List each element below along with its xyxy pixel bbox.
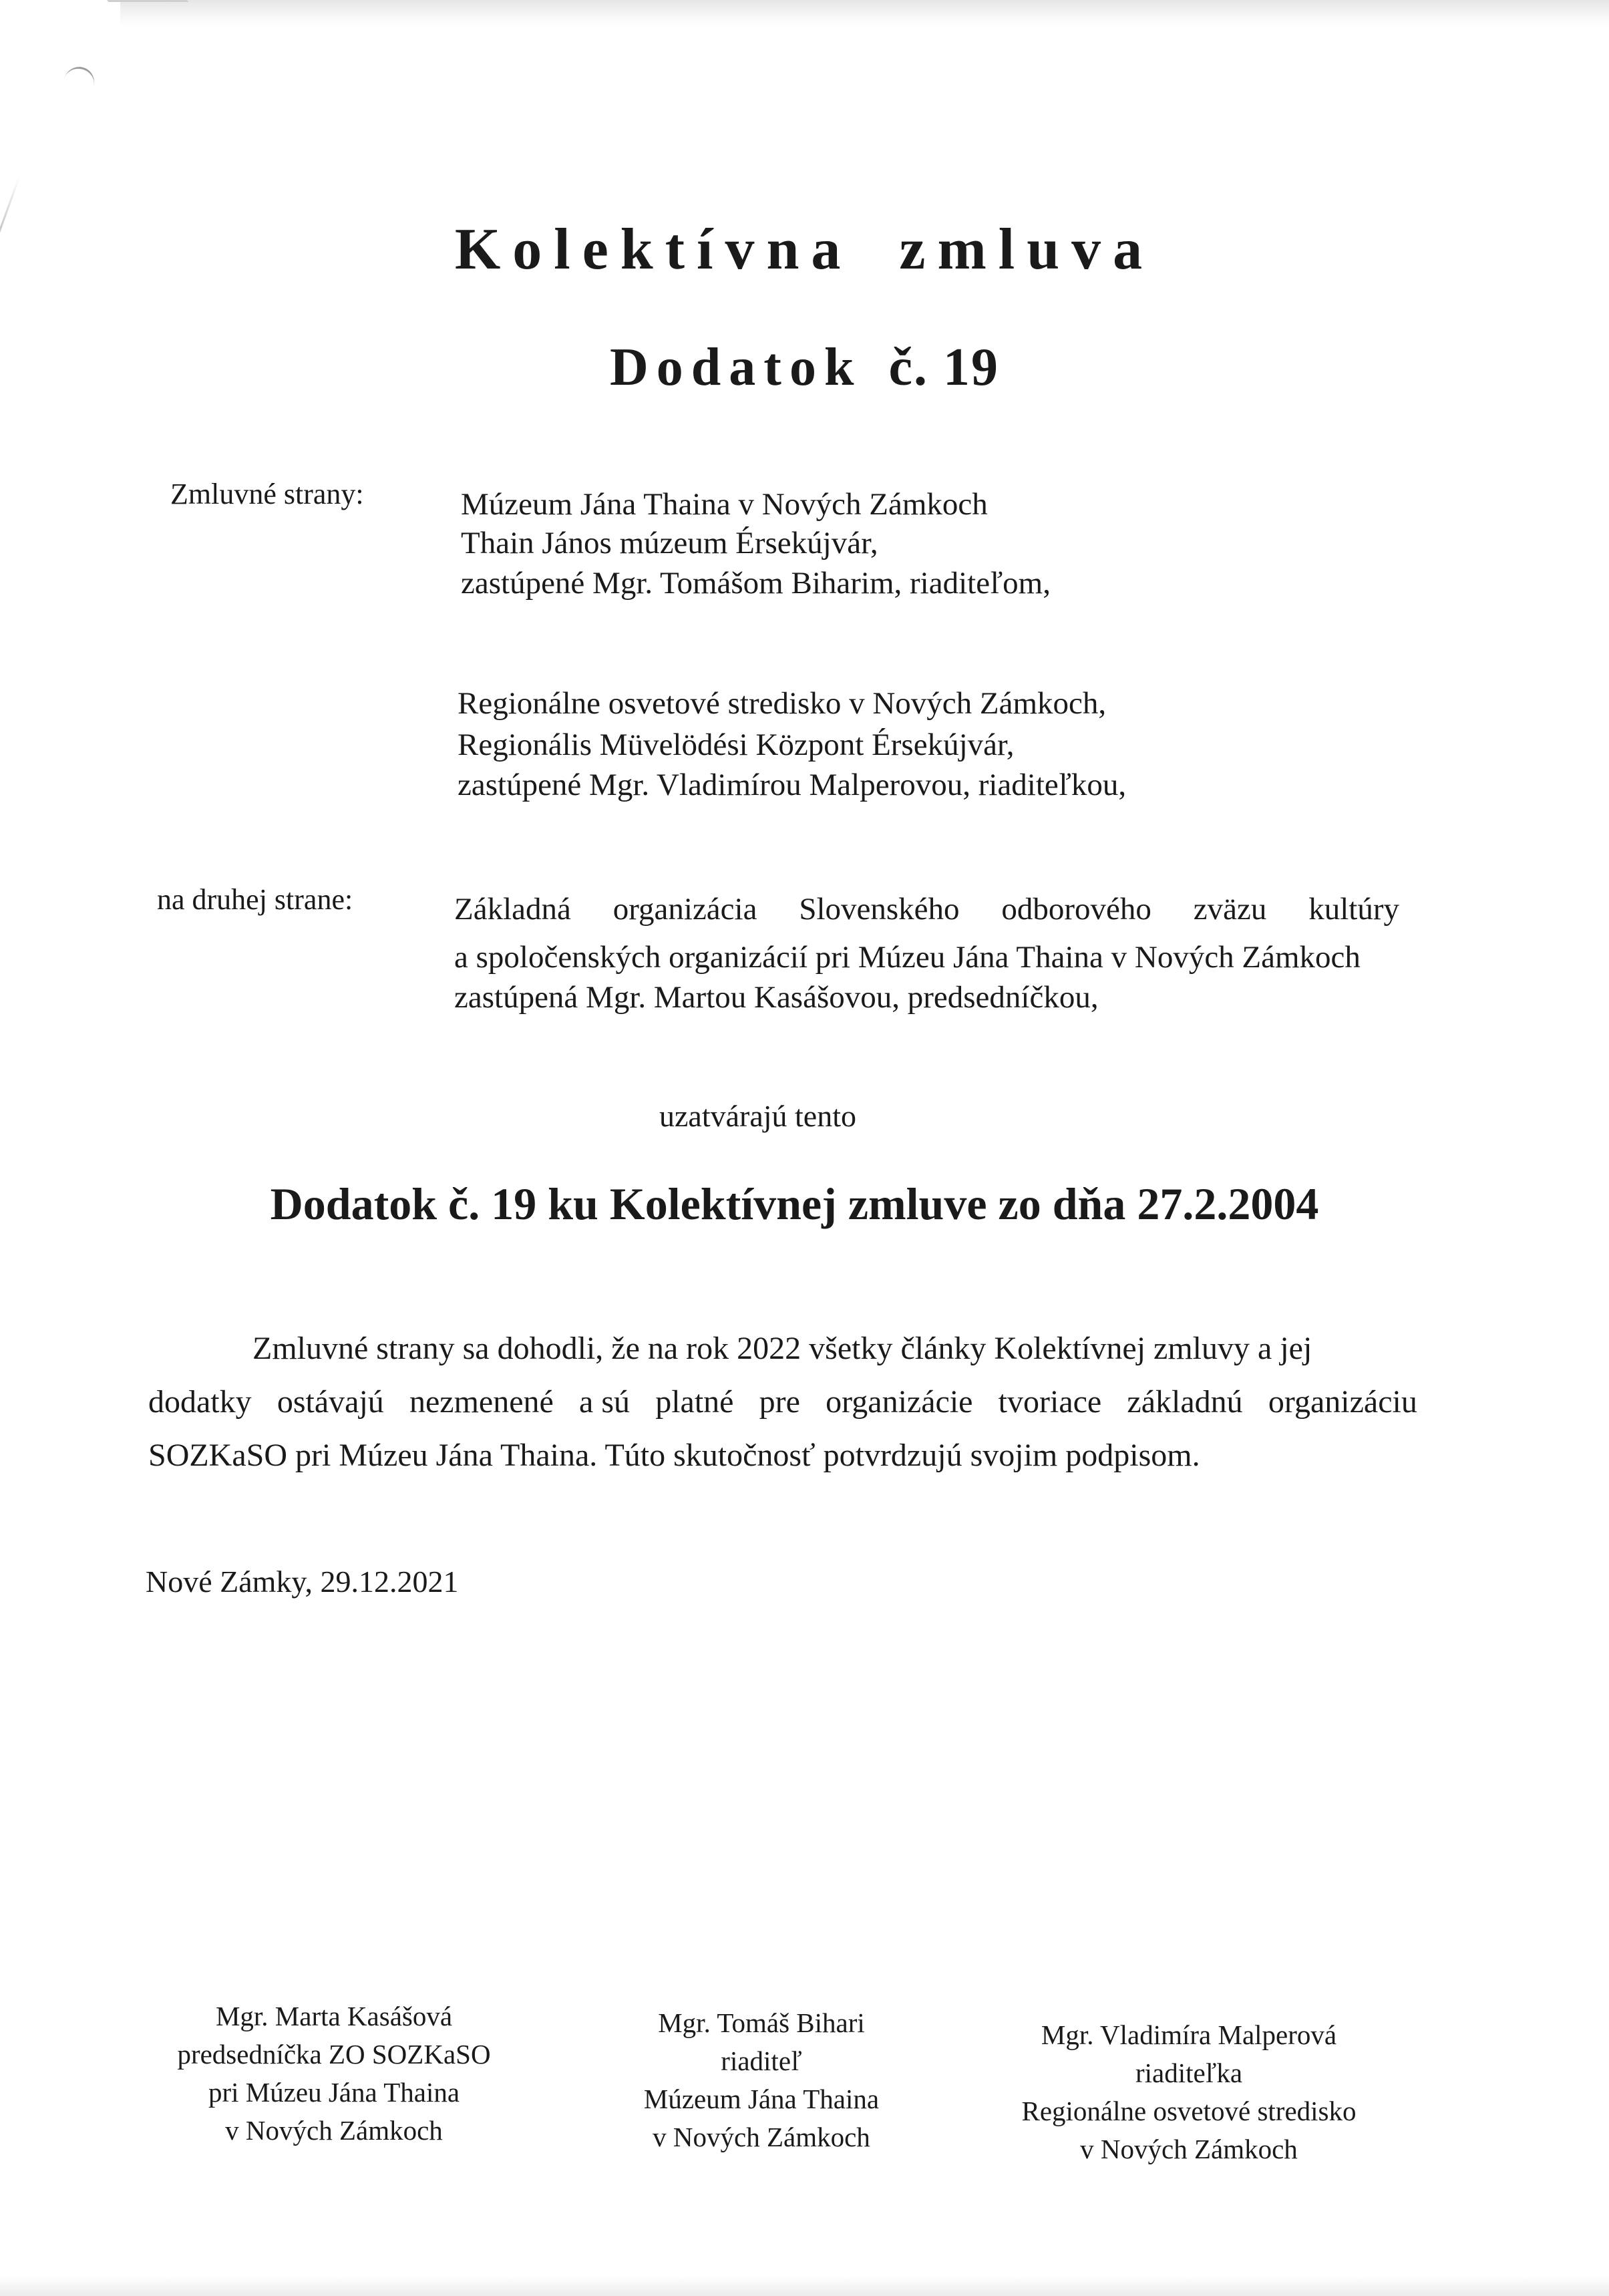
body-line-1: Zmluvné strany sa dohodli, že na rok 2022 všetky články Kolektívnej zmluvy a jej [252,1331,1312,1366]
body-word: ostávajú [277,1384,384,1420]
party-second-line-2: Regionális Müvelödési Központ Érsekújvár, [458,727,1015,762]
body-word: dodatky [148,1384,252,1420]
signatory-name: Mgr. Vladimíra Malperová [1041,2019,1337,2050]
signatory-org: pri Múzeu Jána Thaina [208,2077,460,2108]
other-side-line-3: zastúpená Mgr. Martou Kasášovou, predsedníčkou, [454,980,1099,1015]
other-side-word: odborového [1001,892,1151,927]
scan-bottom-edge [0,2276,1609,2296]
amendment-heading: Dodatok č. 19 ku Kolektívnej zmluve zo dňa 27.2.2004 [270,1178,1319,1229]
signatory-role: riaditeľka [1135,2058,1243,2088]
subtitle-number: č. 19 [888,338,999,397]
title-word-1: Kolektívna [454,217,853,282]
signature-block-3 [975,2016,1403,2168]
party-second-line-1: Regionálne osvetové stredisko v Nových Zámkoch, [458,686,1107,721]
signatory-place: v Nových Zámkoch [653,2122,870,2152]
body-word: nezmenené [409,1384,554,1420]
body-word: tvoriace [998,1384,1102,1420]
signatory-org: Múzeum Jána Thaina [643,2084,880,2114]
scan-mark [59,63,98,103]
body-word: organizácie [826,1384,973,1420]
other-side-word: zväzu [1193,892,1267,927]
signature-block-2 [561,2004,962,2156]
party-first-line-2: Thain János múzeum Érsekújvár, [461,526,878,560]
signatory-org: Regionálne osvetové stredisko [1021,2096,1357,2126]
signatory-name: Mgr. Tomáš Bihari [658,2007,865,2038]
other-side-line-1 [454,894,1399,925]
body-line-2 [148,1386,1417,1418]
other-side-word: kultúry [1308,892,1399,927]
subtitle-word: Dodatok [610,338,862,397]
body-word: platné [655,1384,734,1420]
signatory-role: riaditeľ [721,2045,802,2076]
body-word: základnú [1127,1384,1243,1420]
other-side-line-2: a spoločenských organizácií pri Múzeu Jána Thaina v Nových Zámkoch [454,940,1361,975]
title-word-2: zmluva [899,217,1155,282]
conclude-text: uzatvárajú tento [659,1099,857,1133]
signatory-place: v Nových Zámkoch [225,2115,443,2146]
other-side-word: Slovenského [799,892,960,927]
parties-label: Zmluvné strany: [170,478,364,510]
scan-top-edge [120,0,1609,27]
signature-block-1 [134,1997,534,2150]
body-line-3: SOZKaSO pri Múzeu Jána Thaina. Túto skutočnosť potvrdzujú svojim podpisom. [148,1438,1200,1473]
party-first-line-3: zastúpené Mgr. Tomášom Biharim, riaditeľom, [461,566,1051,601]
place-date: Nové Zámky, 29.12.2021 [146,1565,459,1599]
other-side-label: na druhej strane: [157,883,353,916]
document-title [0,217,1609,282]
document-subtitle [0,338,1609,397]
body-word: a sú [579,1384,631,1420]
body-word: pre [759,1384,800,1420]
other-side-word: organizácia [612,892,757,927]
signatory-name: Mgr. Marta Kasášová [215,2001,453,2031]
body-word: organizáciu [1268,1384,1417,1420]
party-first-line-1: Múzeum Jána Thaina v Nových Zámkoch [461,487,988,522]
party-second-line-3: zastúpené Mgr. Vladimírou Malperovou, riaditeľkou, [458,768,1127,802]
signatory-role: predsedníčka ZO SOZKaSO [177,2039,491,2070]
signatory-place: v Nových Zámkoch [1080,2134,1298,2164]
other-side-word: Základná [454,892,571,927]
